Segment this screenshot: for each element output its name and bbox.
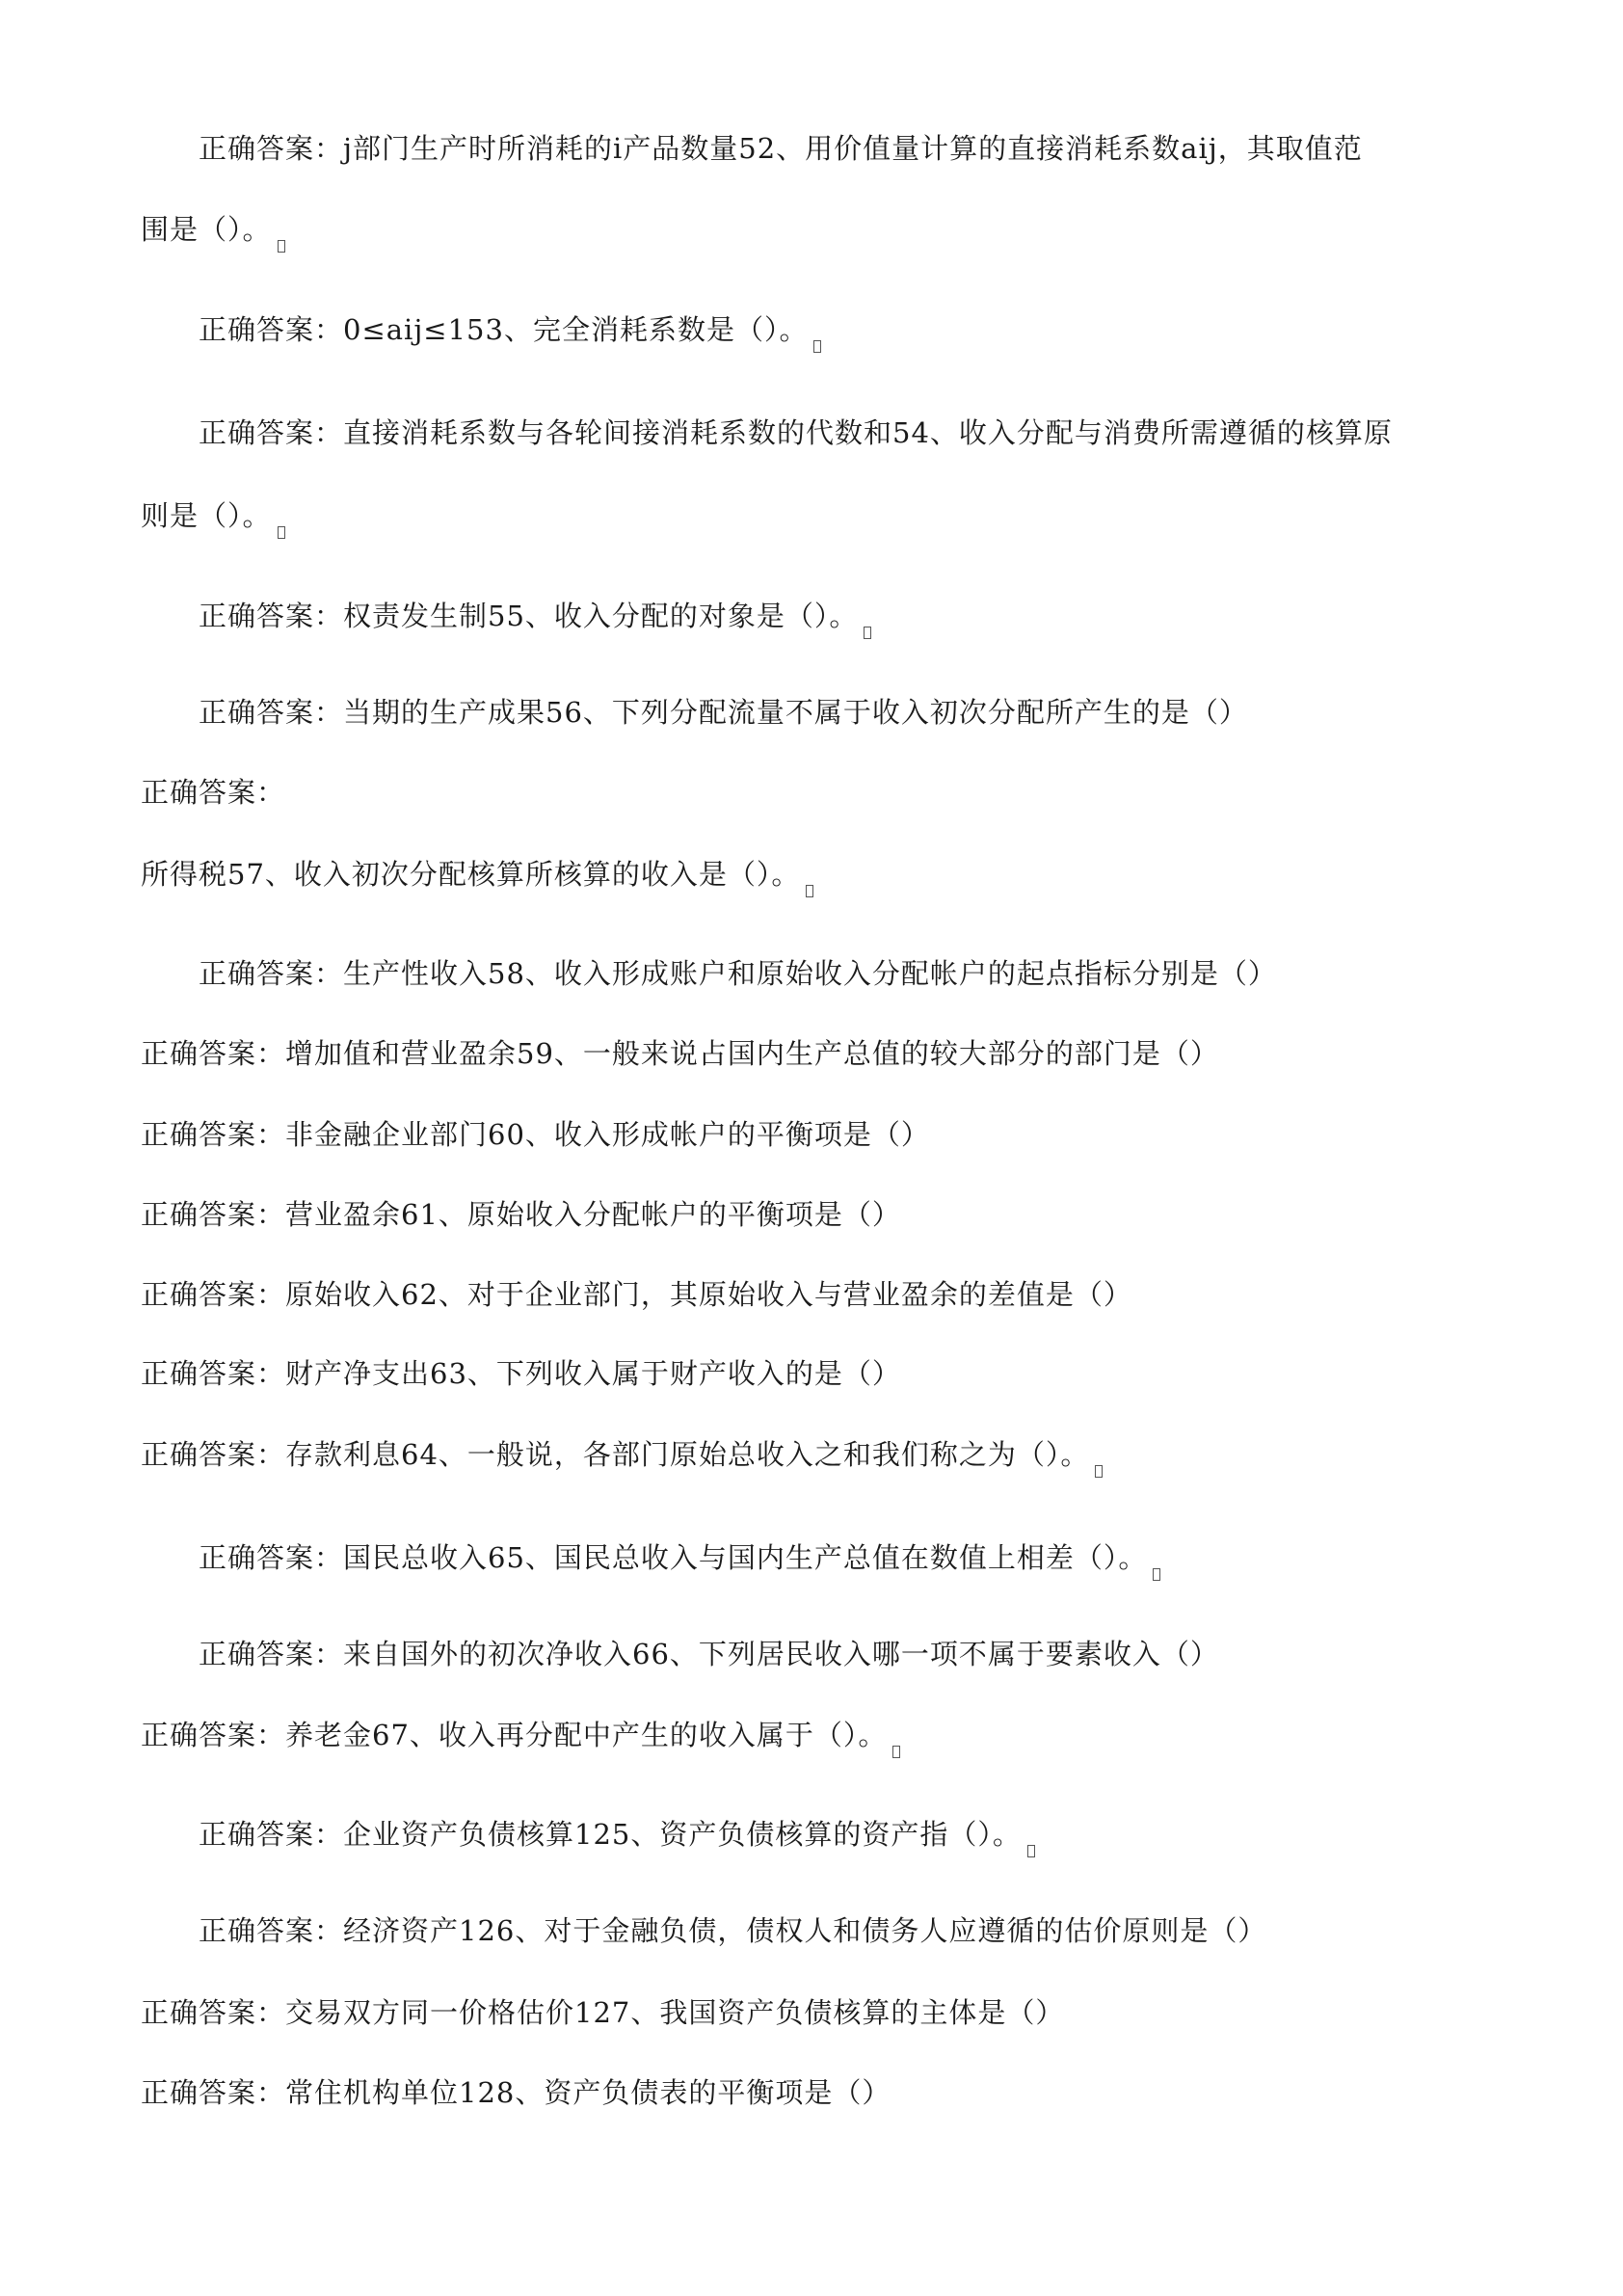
missing-glyph-icon: [864, 627, 871, 639]
line-text: 正确答案：非金融企业部门60、收入形成帐户的平衡项是（）: [141, 1118, 930, 1151]
line-text: 正确答案：营业盈余61、原始收入分配帐户的平衡项是（）: [141, 1198, 901, 1231]
text-line: [141, 210, 285, 253]
text-line: [141, 1435, 1103, 1478]
missing-glyph-icon: [1027, 1845, 1035, 1857]
line-text: 正确答案：来自国外的初次净收入66、下列居民收入哪一项不属于要素收入（）: [199, 1638, 1219, 1670]
line-text: 正确答案：常住机构单位128、资产负债表的平衡项是（）: [141, 2076, 891, 2109]
text-line: [199, 129, 1363, 168]
line-text: 正确答案：j部门生产时所消耗的i产品数量52、用价值量计算的直接消耗系数aij，其取值范: [199, 132, 1363, 165]
text-line: [199, 597, 871, 639]
line-text: 正确答案：原始收入62、对于企业部门，其原始收入与营业盈余的差值是（）: [141, 1278, 1132, 1311]
text-line: [199, 414, 1393, 452]
text-line: [141, 1115, 930, 1154]
text-line: [141, 2073, 891, 2112]
missing-glyph-icon: [278, 526, 285, 539]
line-text: 正确答案：生产性收入58、收入形成账户和原始收入分配帐户的起点指标分别是（）: [199, 957, 1277, 990]
line-text: 正确答案：0≤aij≤153、完全消耗系数是（）。: [199, 313, 809, 346]
text-line: [199, 1911, 1266, 1950]
line-text: 正确答案：当期的生产成果56、下列分配流量不属于收入初次分配所产生的是（）: [199, 696, 1248, 729]
line-text: 正确答案：经济资产126、对于金融负债，债权人和债务人应遵循的估价原则是（）: [199, 1914, 1267, 1947]
missing-glyph-icon: [892, 1746, 900, 1758]
text-line: [199, 1538, 1160, 1581]
missing-glyph-icon: [806, 885, 813, 897]
text-line: [141, 1034, 1219, 1073]
text-line: [199, 1815, 1035, 1857]
line-text: 正确答案：增加值和营业盈余59、一般来说占国内生产总值的较大部分的部门是（）: [141, 1037, 1219, 1070]
line-text: 所得税57、收入初次分配核算所核算的收入是（）。: [141, 858, 801, 891]
text-line: [141, 1354, 901, 1393]
line-text: 正确答案：财产净支出63、下列收入属于财产收入的是（）: [141, 1357, 901, 1390]
line-text: 正确答案：存款利息64、一般说，各部门原始总收入之和我们称之为（）。: [141, 1438, 1090, 1471]
text-line: [141, 1716, 900, 1758]
text-line: [141, 1195, 901, 1234]
line-text: 正确答案：交易双方同一价格估价127、我国资产负债核算的主体是（）: [141, 1996, 1065, 2029]
text-line: [199, 1635, 1219, 1673]
line-text: 正确答案：国民总收入65、国民总收入与国内生产总值在数值上相差（）。: [199, 1541, 1148, 1574]
text-line: [199, 954, 1277, 993]
missing-glyph-icon: [1153, 1568, 1160, 1581]
text-line: [141, 1275, 1132, 1314]
line-text: 正确答案：: [141, 776, 286, 809]
line-text: 围是（）。: [141, 213, 272, 246]
missing-glyph-icon: [1095, 1465, 1103, 1478]
missing-glyph-icon: [813, 340, 821, 353]
line-text: 正确答案：权责发生制55、收入分配的对象是（）。: [199, 600, 859, 632]
text-line: [141, 773, 285, 812]
line-text: 正确答案：企业资产负债核算125、资产负债核算的资产指（）。: [199, 1818, 1022, 1851]
text-line: [141, 855, 813, 897]
text-line: [199, 693, 1248, 732]
line-text: 正确答案：养老金67、收入再分配中产生的收入属于（）。: [141, 1719, 888, 1751]
text-line: [141, 496, 285, 539]
line-text: 正确答案：直接消耗系数与各轮间接消耗系数的代数和54、收入分配与消费所需遵循的核算原: [199, 416, 1393, 449]
text-line: [141, 1993, 1064, 2032]
line-text: 则是（）。: [141, 499, 272, 532]
missing-glyph-icon: [278, 240, 285, 253]
text-line: [199, 310, 821, 353]
